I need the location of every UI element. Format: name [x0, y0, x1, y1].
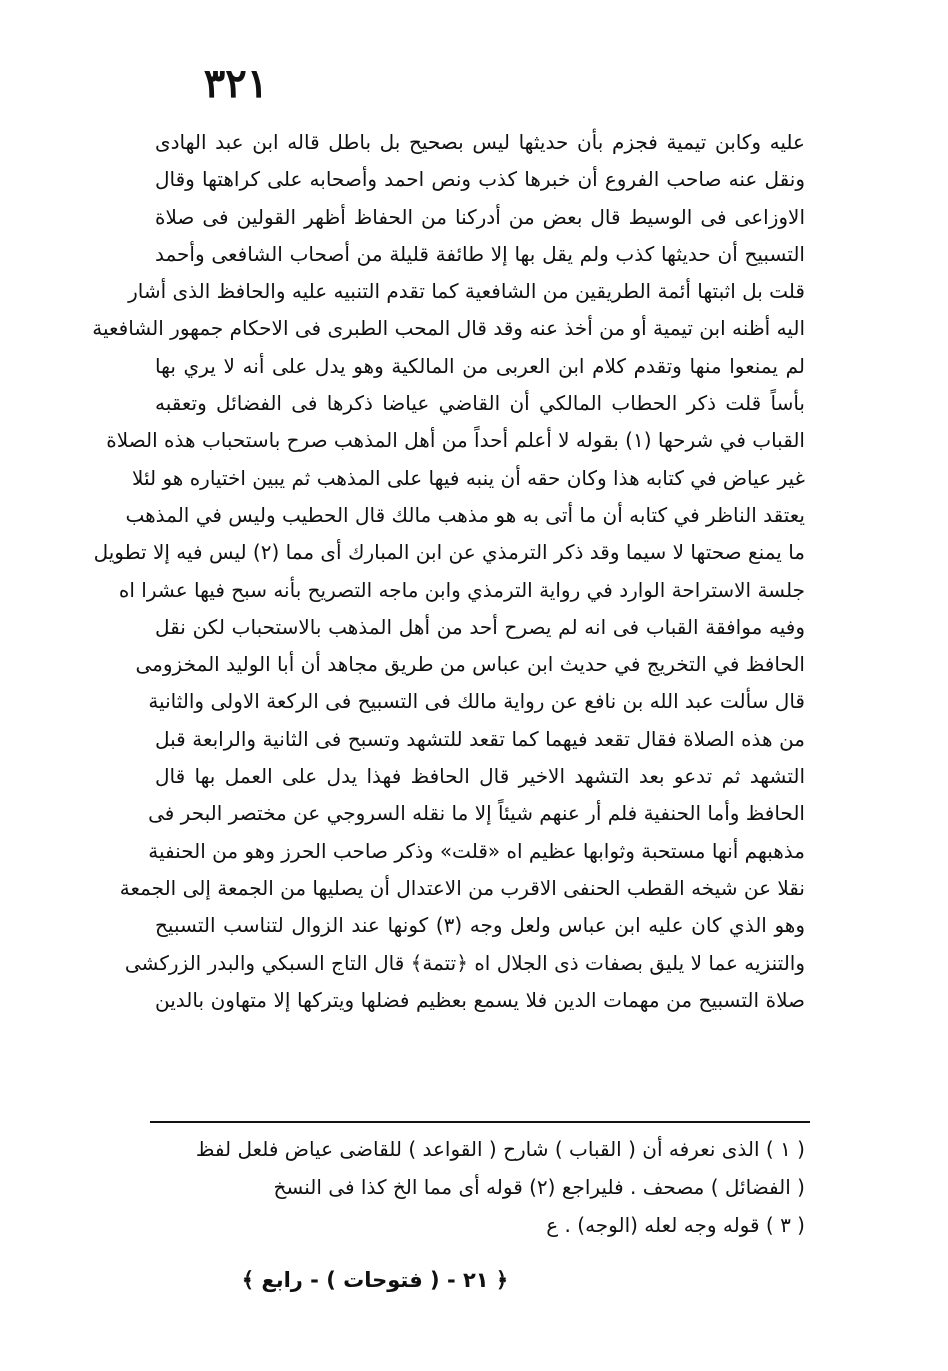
text-line: التشهد ثم تدعو بعد التشهد الاخير قال الحافظ فهذا يدل على العمل بها قال: [155, 764, 805, 789]
footnote-line: ( ١ ) الذى نعرفه أن ( القباب ) شارح ( القواعد ) للقاضى عياض فلعل لفظ: [195, 1137, 805, 1161]
text-line: غير عياض في كتابه هذا وكان حقه أن ينبه فيها على المذهب ثم يبين اختياره هو لئلا: [132, 465, 805, 490]
text-line: الاوزاعى فى الوسيط قال بعض من أدركنا من الحفاظ أظهر القولين فى صلاة: [155, 204, 805, 229]
text-line: الحافظ وأما الحنفية فلم أر عنهم شيئاً إلا ما نقله السروجي عن مختصر البحر فى: [148, 801, 805, 826]
footnotes: [155, 1130, 805, 1244]
text-line: جلسة الاستراحة الوارد في رواية الترمذي وابن ماجه التصريح بأنه سبح فيها عشرا اه: [118, 577, 805, 602]
text-line: يعتقد الناظر في كتابه أن ما أتى به هو مذهب مالك قال الحطيب وليس في المذهب: [125, 502, 805, 527]
text-line: قال سألت عبد الله بن نافع عن رواية مالك فى التسبيح فى الركعة الاولى والثانية: [148, 689, 805, 714]
text-line: الحافظ في التخريج في حديث ابن عباس من طريق مجاهد أن أبا الوليد المخزومى: [135, 652, 805, 677]
main-text: [92, 124, 805, 1019]
text-line: وهو الذي كان عليه ابن عباس ولعل وجه (٣) كونها عند الزوال لتناسب التسبيح: [155, 913, 805, 938]
text-line: صلاة التسبيح من مهمات الدين فلا يسمع بعظيم فضلها ويتركها إلا متهاون بالدين: [155, 987, 805, 1012]
text-line: لم يمنعوا منها وتقدم كلام ابن العربى من المالكية وهو يدل على أنه لا يري بها: [155, 353, 805, 378]
text-line: التسبيح أن حديثها كذب ولم يقل بها إلا طائفة قليلة من أصحاب الشافعى وأحمد: [155, 241, 805, 266]
text-line: ونقل عنه صاحب الفروع أن خبرها كذب ونص احمد وأصحابه على كراهتها وقال: [155, 167, 805, 192]
text-line: والتنزيه عما لا يليق بصفات ذى الجلال اه ﴿تتمة﴾ قال التاج السبكي والبدر الزركشى: [124, 950, 805, 975]
text-line: وفيه موافقة القباب فى انه لم يصرح أحد من أهل المذهب بالاستحباب لكن نقل: [155, 614, 805, 639]
footnote-line: ( الفضائل ) مصحف . فليراجع (٢) قوله أى مما الخ كذا فى النسخ: [273, 1175, 805, 1199]
footnote-line: ( ٣ ) قوله وجه لعله (الوجه) . ع: [546, 1213, 805, 1237]
text-line: ما يمنع صحتها لا سيما وقد ذكر الترمذي عن ابن المبارك أى مما (٢) ليس فيه إلا تطويل: [93, 540, 805, 565]
printer-signature: ﴿ ٢١ - ( فتوحات ) - رابع ﴾: [241, 1268, 509, 1292]
text-line: اليه أظنه ابن تيمية أو من أخذ عنه وقد قال المحب الطبرى فى الاحكام جمهور الشافعية: [92, 316, 805, 341]
text-line: من هذه الصلاة فقال تقعد فيهما كما تقعد للتشهد وتسبح فى الثانية والرابعة قبل: [155, 726, 805, 751]
text-line: نقلا عن شيخه القطب الحنفى الاقرب من الاعتدال أن يصليها من الجمعة إلى الجمعة: [119, 875, 805, 900]
text-line: عليه وكابن تيمية فجزم بأن حديثها ليس بصحيح بل باطل قاله ابن عبد الهادى: [155, 130, 805, 154]
footnote-divider: [150, 1121, 810, 1123]
text-line: مذهبهم أنها مستحبة وثوابها عظيم اه «قلت» وذكر صاحب الحرز وهو من الحنفية: [148, 838, 805, 863]
text-line: قلت بل اثبتها أئمة الطريقين من الشافعية كما تقدم التنبيه عليه والحافظ الذى أشار: [128, 279, 805, 304]
page-number: ٣٢١: [203, 60, 269, 107]
text-line: بأساً قلت ذكر الحطاب المالكي أن القاضي عياضا ذكرها فى الفضائل وتعقبه: [155, 391, 805, 416]
text-line: القباب في شرحها (١) بقوله لا أعلم أحداً من أهل المذهب صرح باستحباب هذه الصلاة: [106, 428, 805, 453]
